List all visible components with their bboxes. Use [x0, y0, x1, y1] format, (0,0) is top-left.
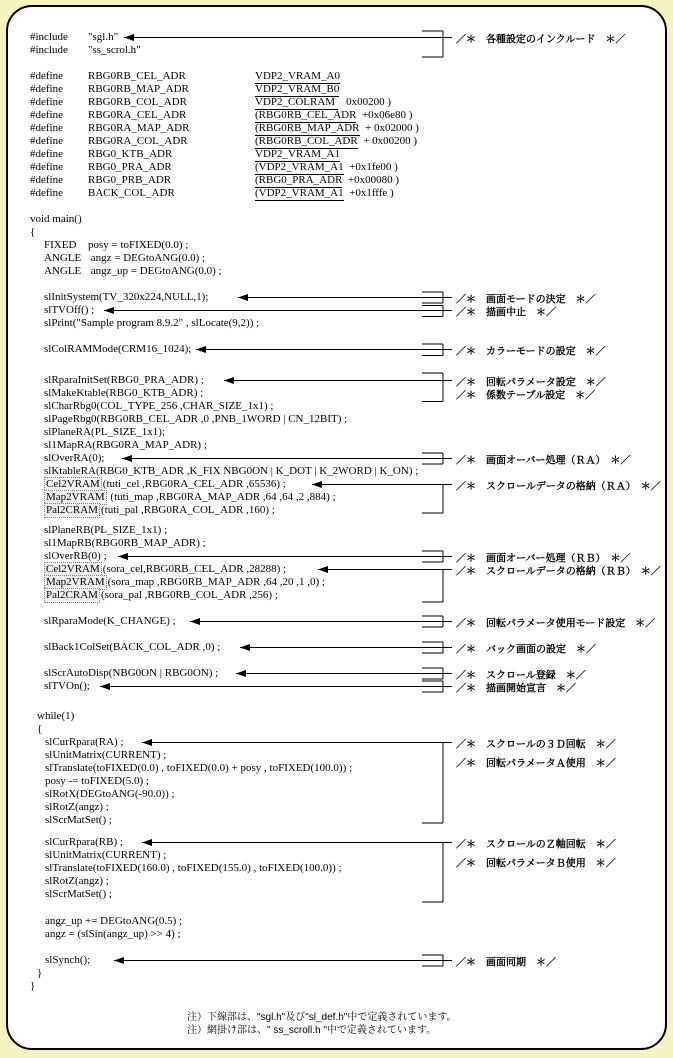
- code-text: void main(): [30, 213, 82, 225]
- code-line: [44, 317, 259, 330]
- code-text: slPrint("Sample program 8.9.2" , slLocate(9,2)) ;: [44, 317, 260, 329]
- code-text: RBG0RA_MAP_ADR: [88, 122, 190, 134]
- code-text: RBG0RB_MAP_ADR: [88, 83, 189, 95]
- code-text: #define: [30, 174, 63, 186]
- code-text: #define: [30, 135, 63, 147]
- code-comment: ／＊ スクロールデータの格納（ＲＡ） ＊／: [456, 481, 661, 492]
- code-comment: ／＊ スクロール登録 ＊／: [456, 670, 586, 681]
- code-text: RBG0RB_CEL_ADR: [88, 70, 186, 82]
- code-text: (sora_map ,RBG0RB_MAP_ADR ,64 ,20 ,1 ,0) ;: [107, 576, 325, 588]
- code-text: BACK_COL_ADR: [88, 187, 175, 199]
- underlined-macro: (RBG0RB_COL_ADR: [255, 135, 358, 147]
- underlined-macro: (RBG0_PRA_ADR: [255, 174, 343, 186]
- code-line: [44, 400, 273, 413]
- shaded-macro: Pal2CRAM: [46, 589, 98, 601]
- code-line: [45, 814, 112, 827]
- code-text: slBack1ColSet(BACK_COL_ADR ,0) ;: [44, 641, 221, 653]
- code-text: slRotX(DEGtoANG(-90.0)) ;: [45, 788, 175, 800]
- code-comment: ／＊ 各種設定のインクルード ＊／: [456, 34, 626, 45]
- code-comment: ／＊ スクロールの３Ｄ回転 ＊／: [456, 739, 616, 750]
- code-text: RBG0_PRB_ADR: [88, 174, 172, 186]
- code-comment: ／＊ 回転パラメータ設定 ＊／: [456, 377, 606, 388]
- code-text: sl1MapRB(RBG0RB_MAP_ADR) ;: [44, 537, 206, 549]
- code-text: }: [30, 980, 36, 992]
- underlined-macro: (VDP2_VRAM_A1: [255, 161, 344, 173]
- footnote-underline-note: 注）下線部は、"sgl.h"及び"sl_def.h"中で定義されています。: [187, 1012, 457, 1023]
- code-text: {: [37, 723, 43, 735]
- code-line: [30, 135, 417, 149]
- code-line: [44, 641, 220, 654]
- code-text: angz = (slSin(angz_up) >> 4) ;: [45, 928, 181, 940]
- code-text: #define: [30, 96, 63, 108]
- code-line: [44, 667, 218, 680]
- code-line: [45, 875, 109, 888]
- code-text: FIXED: [44, 239, 77, 251]
- code-line: [30, 980, 35, 993]
- code-line: [44, 374, 204, 387]
- code-text: angz_up += DEGtoANG(0.5) ;: [45, 915, 183, 927]
- underlined-macro: (RBG0RB_MAP_ADR: [255, 122, 360, 134]
- code-comment: ／＊ スクロールのＺ軸回転 ＊／: [456, 839, 616, 850]
- code-text: + 0x02000 ): [359, 122, 419, 134]
- code-text: slRotZ(angz) ;: [45, 875, 109, 887]
- underlined-macro: VDP2_VRAM_A1: [255, 148, 340, 160]
- code-line: [44, 504, 275, 517]
- code-text: RBG0_KTB_ADR: [88, 148, 173, 160]
- code-line: [30, 44, 141, 57]
- code-text: {: [30, 226, 36, 238]
- code-line: [30, 161, 398, 175]
- code-line: [30, 31, 118, 44]
- code-text: #define: [30, 122, 63, 134]
- code-text: slScrMatSet() ;: [45, 888, 112, 900]
- code-line: [30, 122, 419, 136]
- code-comment: ／＊ 描画開始宣言 ＊／: [456, 683, 576, 694]
- code-comment: ／＊ 係数テーブル設定 ＊／: [456, 390, 596, 401]
- underlined-macro: (VDP2_VRAM_A1: [255, 187, 344, 199]
- code-line: [45, 915, 182, 928]
- code-text: + 0x00200 ): [357, 135, 418, 147]
- code-text: slRparaMode(K_CHANGE) ;: [44, 615, 176, 627]
- code-text: slUnitMatrix(CURRENT) ;: [45, 849, 167, 861]
- code-line: [45, 801, 109, 814]
- code-text: slPlaneRA(PL_SIZE_1x1);: [44, 426, 165, 438]
- code-text: #define: [30, 70, 63, 82]
- code-text: slTVOff() ;: [44, 304, 95, 316]
- code-comment: ／＊ 回転パラメータＢ使用 ＊／: [456, 858, 616, 870]
- code-line: [45, 954, 90, 967]
- code-line: [44, 413, 347, 426]
- underlined-macro: VDP2_COLRAM: [255, 96, 338, 108]
- footnotes: [187, 1011, 457, 1037]
- code-text: slPageRbg0(RBG0RB_CEL_ADR ,0 ,PNB_1WORD | CN_12BIT) ;: [44, 413, 348, 425]
- code-text: sl1MapRA(RBG0RA_MAP_ADR) ;: [44, 439, 207, 451]
- code-line: [45, 862, 342, 875]
- code-line: [30, 70, 340, 84]
- code-text: #define: [30, 161, 63, 173]
- code-text: #include: [30, 44, 68, 56]
- code-line: [44, 589, 278, 602]
- code-text: #include: [30, 31, 68, 43]
- code-line: [44, 524, 167, 537]
- code-line: [30, 96, 391, 110]
- code-comment: ／＊ 画面モードの決定 ＊／: [456, 294, 596, 305]
- code-comment: ／＊ 回転パラメータＡ使用 ＊／: [456, 758, 616, 770]
- code-text: +0x1fe00 ): [343, 161, 398, 173]
- code-text: #define: [30, 109, 63, 121]
- code-text: +0x1fffe ): [343, 187, 394, 199]
- code-comment: ／＊ カラーモードの設定 ＊／: [456, 346, 606, 357]
- code-text: slScrAutoDisp(NBG0ON | RBG0ON) ;: [44, 667, 219, 679]
- code-line: [44, 343, 191, 356]
- code-text: slTranslate(toFIXED(160.0) , toFIXED(155.0) , toFIXED(100.0)) ;: [45, 862, 342, 874]
- code-line: [44, 439, 207, 452]
- code-line: [44, 426, 165, 439]
- underlined-macro: (RBG0RB_CEL_ADR: [255, 109, 357, 121]
- code-text: (tuti_cel ,RBG0RA_CEL_ADR ,65536) ;: [102, 478, 286, 490]
- code-text: slTranslate(toFIXED(0.0) , toFIXED(0.0) + posy , toFIXED(100.0)) ;: [45, 762, 353, 774]
- code-line: [30, 109, 412, 123]
- code-comment: ／＊ 画面オーバー処理（ＲＢ） ＊／: [456, 553, 631, 564]
- code-text: (tuti_pal ,RBG0RA_COL_ADR ,160) ;: [100, 504, 275, 516]
- code-text: }: [37, 967, 43, 979]
- code-text: angz_up = DEGtoANG(0.0) ;: [88, 265, 222, 277]
- code-line: [44, 387, 203, 400]
- code-line: [44, 452, 105, 465]
- shaded-macro: Cel2VRAM: [46, 478, 100, 490]
- code-line: [44, 537, 206, 550]
- code-text: #define: [30, 148, 63, 160]
- code-line: [45, 775, 149, 788]
- shaded-macro: Map2VRAM: [46, 491, 105, 503]
- code-text: "sgl.h": [88, 31, 119, 43]
- code-line: [44, 239, 188, 252]
- code-line: [44, 680, 90, 693]
- code-text: ANGLE: [44, 252, 82, 264]
- code-line: [45, 849, 166, 862]
- code-line: [45, 928, 181, 941]
- code-comment: ／＊ 回転パラメータ使用モード設定 ＊／: [456, 618, 656, 629]
- shaded-macro: Pal2CRAM: [46, 504, 98, 516]
- code-line: [37, 710, 74, 723]
- code-text: slKtableRA(RBG0_KTB_ADR ,K_FIX NBG0ON | K_DOT | K_2WORD | K_ON) ;: [44, 465, 419, 477]
- code-text: 0x00200 ): [337, 96, 391, 108]
- code-line: [30, 83, 339, 97]
- code-line: [44, 615, 176, 628]
- code-line: [45, 888, 112, 901]
- code-text: slScrMatSet() ;: [45, 814, 112, 826]
- code-line: [30, 213, 82, 226]
- code-text: slOverRA(0);: [44, 452, 105, 464]
- code-text: posy -= toFIXED(5.0) ;: [45, 775, 149, 787]
- code-text: #define: [30, 83, 63, 95]
- underlined-macro: VDP2_VRAM_B0: [255, 83, 340, 95]
- code-line: [44, 265, 222, 278]
- shaded-macro: Cel2VRAM: [46, 563, 100, 575]
- code-text: (tuti_map ,RBG0RA_MAP_ADR ,64 ,64 ,2 ,884) ;: [107, 491, 336, 503]
- code-text: slSynch();: [45, 954, 91, 966]
- code-line: [45, 788, 175, 801]
- code-text: while(1): [37, 710, 75, 722]
- code-line: [45, 749, 166, 762]
- code-text: ANGLE: [44, 265, 82, 277]
- code-text: slRparaInitSet(RBG0_PRA_ADR) ;: [44, 374, 204, 386]
- code-comment: ／＊ バック画面の設定 ＊／: [456, 644, 596, 655]
- code-comment: ／＊ 画面同期 ＊／: [456, 957, 556, 968]
- code-line: [37, 723, 42, 736]
- code-text: slUnitMatrix(CURRENT) ;: [45, 749, 167, 761]
- code-comment: ／＊ スクロールデータの格納（ＲＢ） ＊／: [456, 566, 661, 577]
- code-line: [30, 148, 340, 162]
- code-text: (sora_pal ,RBG0RB_COL_ADR ,256) ;: [100, 589, 278, 601]
- shaded-macro: Map2VRAM: [46, 576, 105, 588]
- underlined-macro: VDP2_VRAM_A0: [255, 70, 340, 82]
- code-text: slTVOn();: [44, 680, 90, 692]
- code-line: [45, 762, 352, 775]
- code-text: "ss_scrol.h": [88, 44, 141, 56]
- code-line: [30, 226, 35, 239]
- code-line: [45, 736, 124, 749]
- code-text: +0x06e80 ): [356, 109, 413, 121]
- code-text: slCurRpara(RB) ;: [45, 836, 123, 848]
- code-line: [44, 252, 205, 265]
- footnote-shaded-note: 注）網掛け部は、" ss_scroll.h "中で定義されています。: [187, 1025, 437, 1036]
- code-text: +0x00080 ): [342, 174, 400, 186]
- code-comment: ／＊ 描画中止 ＊／: [456, 307, 556, 318]
- code-line: [44, 291, 208, 304]
- code-text: slCharRbg0(COL_TYPE_256 ,CHAR_SIZE_1x1) ;: [44, 400, 274, 412]
- code-line: [44, 304, 94, 317]
- code-text: RBG0RB_COL_ADR: [88, 96, 188, 108]
- code-line: [30, 174, 399, 188]
- code-comment: ／＊ 画面オーバー処理（ＲＡ） ＊／: [456, 455, 631, 466]
- code-text: #define: [30, 187, 63, 199]
- code-text: slCurRpara(RA) ;: [45, 736, 124, 748]
- code-text: slInitSystem(TV_320x224,NULL,1);: [44, 291, 209, 303]
- code-line: [45, 836, 123, 849]
- code-text: slRotZ(angz) ;: [45, 801, 109, 813]
- code-text: slColRAMMode(CRM16_1024);: [44, 343, 192, 355]
- code-text: posy = toFIXED(0.0) ;: [88, 239, 189, 251]
- code-text: (sora_cel,RBG0RB_CEL_ADR ,28288) ;: [102, 563, 287, 575]
- code-text: slPlaneRB(PL_SIZE_1x1) ;: [44, 524, 168, 536]
- code-text: RBG0RA_CEL_ADR: [88, 109, 187, 121]
- code-text: RBG0RA_COL_ADR: [88, 135, 188, 147]
- code-text: angz = DEGtoANG(0.0) ;: [88, 252, 206, 264]
- code-text: slOverRB(0) ;: [44, 550, 107, 562]
- code-text: slMakeKtable(RBG0_KTB_ADR) ;: [44, 387, 204, 399]
- code-line: [30, 187, 394, 201]
- code-line: [37, 967, 42, 980]
- code-text: RBG0_PRA_ADR: [88, 161, 172, 173]
